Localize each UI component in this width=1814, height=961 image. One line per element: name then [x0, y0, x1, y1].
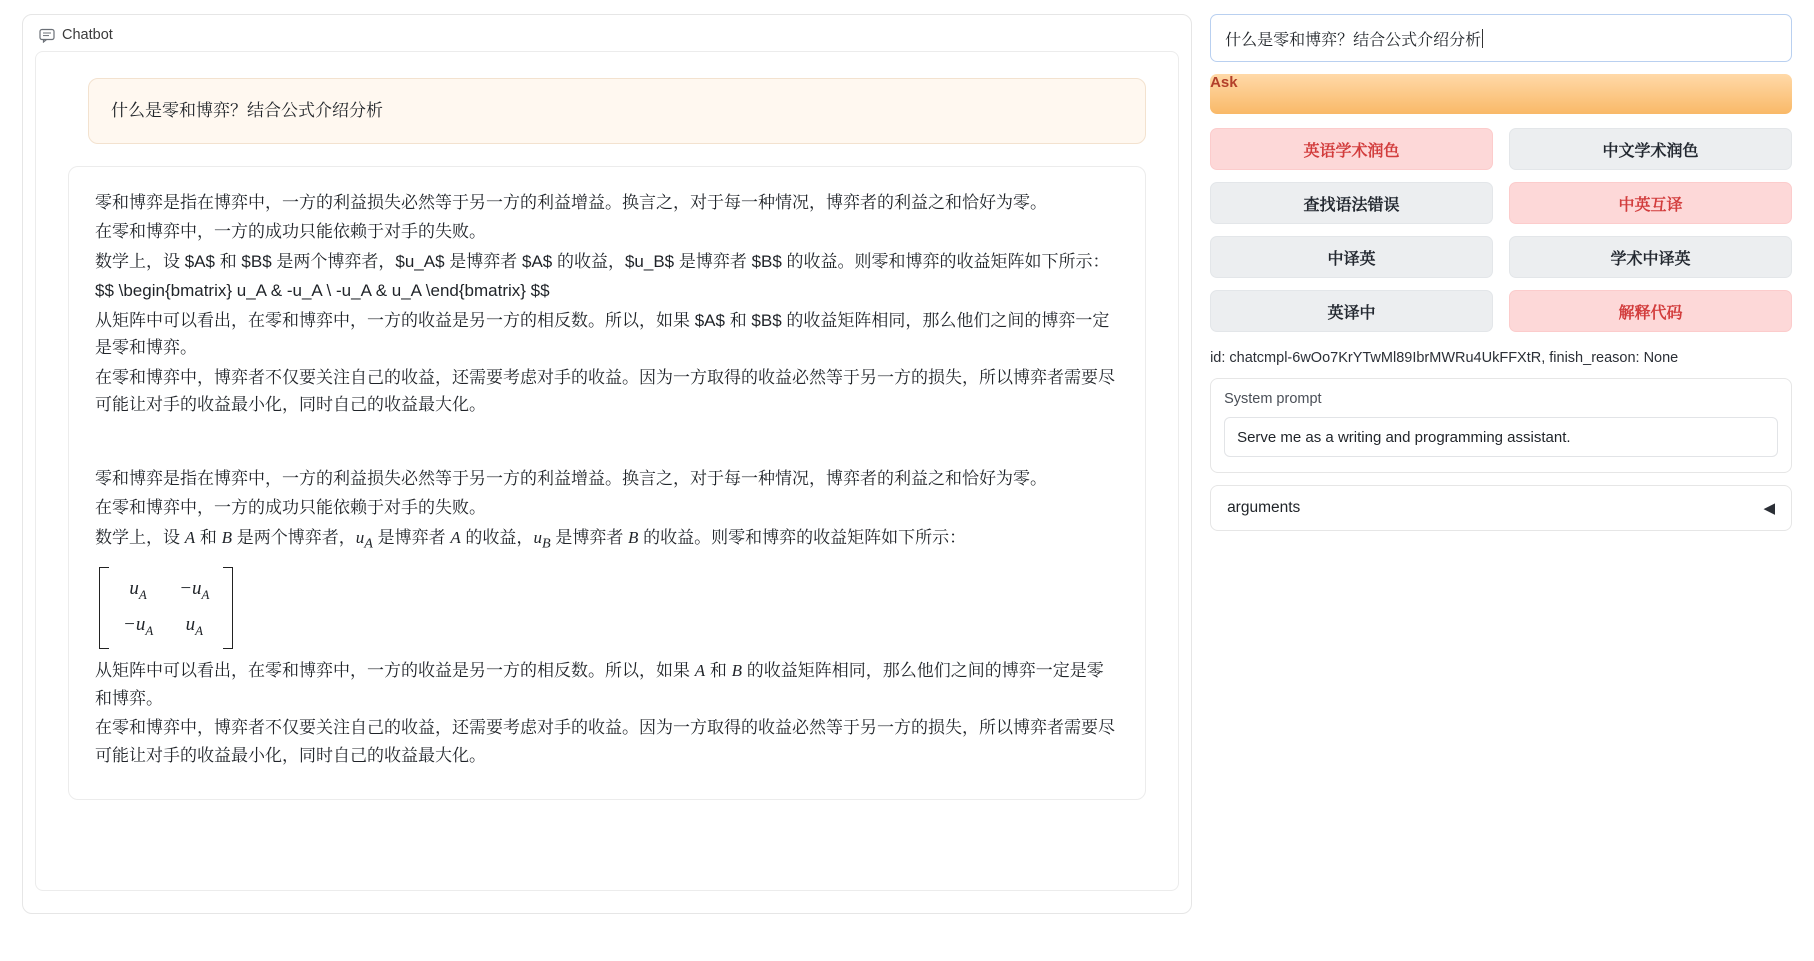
- math-var-b3: B: [731, 661, 742, 681]
- ask-button[interactable]: Ask: [1210, 74, 1792, 114]
- matrix-right-bracket: [223, 567, 233, 648]
- matrix-left-bracket: [99, 567, 109, 648]
- task-button-en-to-cn[interactable]: 英译中: [1210, 290, 1493, 332]
- bot-raw-paragraph-2: 在零和博弈中，一方的成功只能依赖于对手的失败。: [95, 222, 486, 242]
- bot-raw-latex-matrix: $$ \begin{bmatrix} u_A & -u_A \ -u_A & u_A \end{bmatrix} $$: [95, 281, 550, 301]
- math-var-ub: u: [533, 527, 542, 547]
- text-fragment: 的收益。则零和博弈的收益矩阵如下所示：: [638, 527, 967, 547]
- bot-raw-paragraph-6: 在零和博弈中，博弈者不仅要关注自己的收益，还需要考虑对手的收益。因为一方取得的收益必然等于另一方的损失，所以博弈者需要尽可能让对手的收益最小化，同时自己的收益最大化。: [95, 367, 1115, 415]
- text-fragment: 和: [705, 661, 732, 681]
- matrix-cells: [109, 567, 223, 648]
- matrix-cell-1-1: $u_A$: [185, 613, 204, 638]
- task-button-cn-en-translate[interactable]: 中英互译: [1509, 182, 1792, 224]
- text-fragment: 和: [195, 527, 222, 547]
- text-fragment: 的收益，: [460, 527, 534, 547]
- bot-rendered-paragraph-3: [95, 524, 1119, 555]
- system-prompt-value: Serve me as a writing and programming assistant.: [1237, 428, 1571, 446]
- text-fragment: 从矩阵中可以看出，在零和博弈中，一方的收益是另一方的相反数。所以，如果: [95, 661, 695, 681]
- bot-raw-paragraph-5: 从矩阵中可以看出，在零和博弈中，一方的收益是另一方的相反数。所以，如果 $A$ 和 $B$ 的收益矩阵相同，那么他们之间的博弈一定是零和博弈。: [95, 310, 1110, 358]
- task-button-chinese-polish[interactable]: 中文学术润色: [1509, 128, 1792, 170]
- response-meta: id: chatcmpl-6wOo7KrYTwMl89IbrMWRu4UkFFXtR, finish_reason: None: [1210, 350, 1679, 366]
- text-fragment: 是两个博弈者，: [231, 527, 356, 547]
- arguments-accordion-label: arguments: [1227, 499, 1301, 516]
- text-fragment: 是博弈者: [372, 527, 451, 547]
- matrix-cell-0-1: $-u_A$: [179, 578, 210, 602]
- prompt-input-value: 什么是零和博弈？结合公式介绍分析: [1225, 31, 1482, 49]
- chatbot-label: Chatbot: [62, 27, 113, 43]
- text-fragment: 是博弈者: [550, 527, 629, 547]
- text-fragment: 的收益矩阵相同，那么他们之间的博弈一定是零和博弈。: [95, 661, 1104, 708]
- system-prompt-label: System prompt: [1224, 391, 1322, 407]
- payoff-matrix: [99, 567, 233, 648]
- math-var-a: A: [184, 527, 196, 547]
- math-var-a3: A: [694, 661, 706, 681]
- system-prompt-card: [1210, 378, 1792, 473]
- chat-bubble-icon: [39, 27, 55, 43]
- task-button-grammar-check[interactable]: 查找语法错误: [1210, 182, 1493, 224]
- text-caret: [1482, 29, 1483, 48]
- control-panel: [1210, 14, 1792, 531]
- arguments-accordion[interactable]: [1210, 485, 1792, 531]
- bot-rendered-paragraph-1: 零和博弈是指在博弈中，一方的利益损失必然等于另一方的利益增益。换言之，对于每一种情况，博弈者的利益之和恰好为零。: [95, 468, 1047, 488]
- matrix-cell-0-0: $u_A$: [129, 578, 147, 602]
- bot-rendered-paragraph-2: 在零和博弈中，一方的成功只能依赖于对手的失败。: [95, 498, 486, 518]
- chatbot-panel: [22, 14, 1192, 914]
- text-fragment: 数学上，设: [95, 527, 185, 547]
- bot-raw-paragraph-1: 零和博弈是指在博弈中，一方的利益损失必然等于另一方的利益增益。换言之，对于每一种情况，博弈者的利益之和恰好为零。: [95, 192, 1047, 212]
- prompt-input[interactable]: [1210, 14, 1792, 62]
- paragraph-spacer: [95, 421, 1119, 465]
- task-button-cn-to-en[interactable]: 中译英: [1210, 236, 1493, 278]
- math-var-a2: A: [450, 527, 461, 547]
- system-prompt-input[interactable]: [1224, 417, 1778, 457]
- bot-raw-paragraph-3: 数学上，设 $A$ 和 $B$ 是两个博弈者，$u_A$ 是博弈者 $A$ 的收益，$u_B$ 是博弈者 $B$ 的收益。则零和博弈的收益矩阵如下所示：: [95, 251, 1110, 271]
- math-sub-a: A: [364, 535, 373, 552]
- user-message: [88, 78, 1146, 144]
- bot-rendered-paragraph-5: [95, 657, 1119, 712]
- chatbot-header: [35, 25, 117, 51]
- user-message-text: 什么是零和博弈？结合公式介绍分析: [111, 101, 383, 120]
- chevron-left-icon: ◀: [1763, 500, 1775, 517]
- matrix-cell-1-0: $-u_A$: [123, 613, 154, 638]
- task-button-grid: [1210, 128, 1792, 332]
- math-var-b: B: [221, 527, 232, 547]
- math-var-ua: u: [355, 527, 365, 547]
- bot-message: [68, 166, 1146, 801]
- math-sub-b: B: [541, 535, 551, 552]
- task-button-english-polish[interactable]: 英语学术润色: [1210, 128, 1493, 170]
- task-button-academic-cn-to-en[interactable]: 学术中译英: [1509, 236, 1792, 278]
- bot-rendered-paragraph-6: 在零和博弈中，博弈者不仅要关注自己的收益，还需要考虑对手的收益。因为一方取得的收益必然等于另一方的损失，所以博弈者需要尽可能让对手的收益最小化，同时自己的收益最大化。: [95, 718, 1115, 765]
- math-var-b2: B: [628, 527, 639, 547]
- task-button-explain-code[interactable]: 解释代码: [1509, 290, 1792, 332]
- chat-message-list[interactable]: [35, 51, 1179, 891]
